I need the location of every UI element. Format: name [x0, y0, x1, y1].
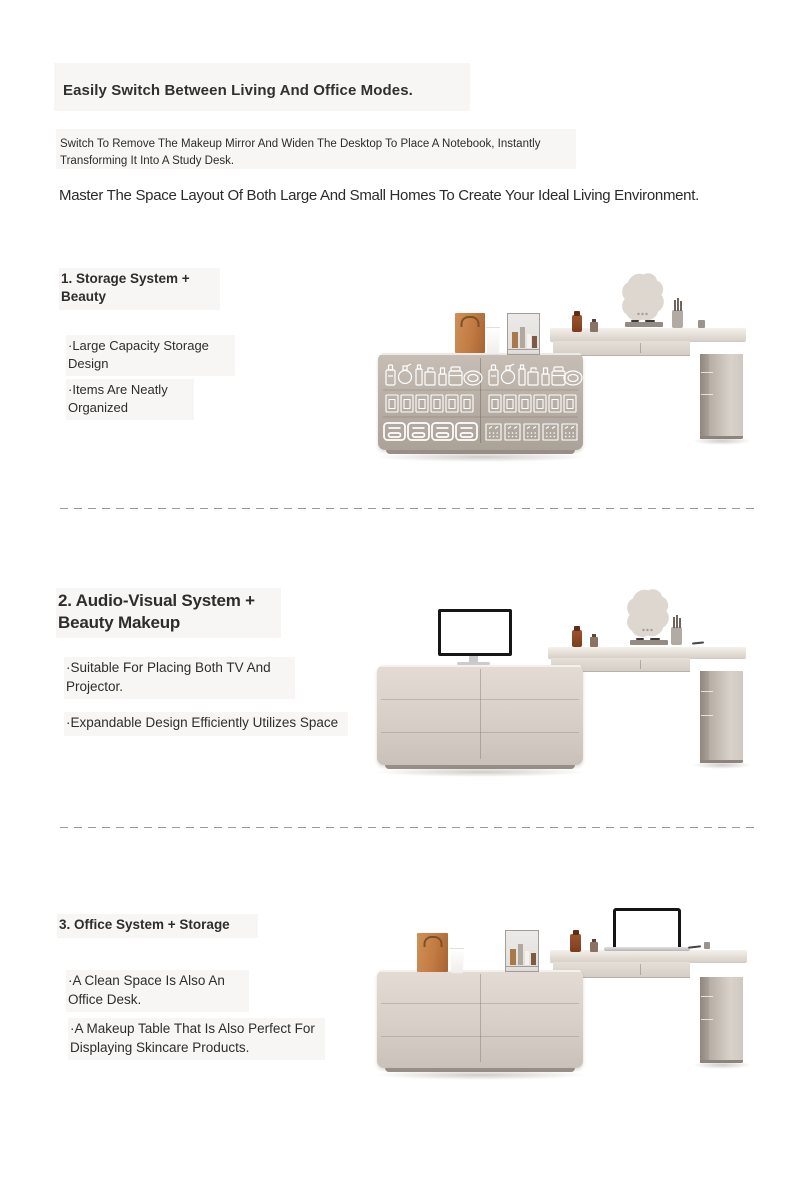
organizer-bottle — [531, 953, 536, 965]
small-perfume-bottle — [590, 942, 598, 952]
makeup-item — [636, 638, 644, 640]
organizer-bottle — [527, 334, 531, 348]
makeup-item — [631, 320, 639, 322]
laptop-base — [604, 947, 690, 951]
leg-inner-shelf — [700, 671, 709, 763]
storage-cabinet — [377, 970, 583, 1068]
leg-inner-shelf — [700, 977, 709, 1063]
cabinet-seam — [480, 974, 481, 1062]
eyeliner-pen — [692, 641, 704, 644]
scene-storage-beauty — [370, 262, 770, 462]
section-3-bullet-1 — [66, 970, 249, 1012]
scene-audio-visual-beauty — [370, 580, 770, 780]
white-cup — [484, 327, 502, 355]
section-3-heading — [57, 914, 258, 938]
bullet-line: Organized — [68, 399, 128, 415]
bullet-line: Projector. — [66, 678, 124, 694]
makeup-item — [645, 320, 655, 322]
amber-perfume-bottle — [570, 934, 581, 952]
section-1-heading-line-1: 1. Storage System + — [61, 271, 190, 286]
organizer-bottle — [532, 336, 537, 348]
organizer-bottle — [525, 951, 529, 965]
makeup-brush — [677, 298, 679, 311]
page-title: Easily Switch Between Living And Office Modes. — [63, 82, 413, 99]
desk-leg-panel — [700, 671, 743, 763]
drawer-seam — [640, 660, 641, 669]
bullet-line: Design — [68, 355, 109, 371]
bullet-line: ·Large Capacity Storage — [68, 338, 209, 353]
bullet-line: Office Desk. — [68, 991, 142, 1007]
shelf-line — [701, 715, 713, 716]
subtitle-line-1: Switch To Remove The Makeup Mirror And Widen The Desktop To Place A Notebook, Instantly — [60, 138, 541, 150]
section-1-heading-line-2: Beauty — [61, 288, 107, 304]
mirror-base-tray — [630, 640, 668, 645]
cabinet-seam — [381, 1036, 579, 1037]
shelf-line — [701, 1019, 713, 1020]
cloud-led-mirror — [622, 584, 674, 644]
brush-holder — [672, 310, 683, 328]
tv-monitor — [438, 609, 512, 656]
vanity-desk-top — [548, 647, 746, 658]
makeup-item — [650, 638, 660, 640]
tv-stand-base — [457, 662, 490, 665]
bag-handle — [461, 316, 480, 327]
leg-shadow — [692, 761, 752, 769]
shelf-line — [701, 394, 713, 395]
pen — [688, 945, 701, 948]
storage-cabinet-icon-front — [378, 353, 583, 450]
section-2-heading-line-1: 2. Audio-Visual System + — [58, 591, 255, 610]
leg-shadow — [692, 437, 752, 445]
cabinet-top-highlight — [379, 665, 581, 667]
section-3-bullet-2 — [68, 1018, 325, 1060]
page-tagline: Master The Space Layout Of Both Large And Small Homes To Create Your Ideal Living Environment. — [59, 187, 699, 204]
shopping-bag — [455, 313, 485, 353]
organizer-shelf — [506, 966, 538, 967]
makeup-brush — [679, 618, 681, 628]
shelf-line — [701, 691, 713, 692]
scene-office-storage — [370, 890, 770, 1085]
section-2-heading — [56, 588, 281, 638]
laptop-screen — [613, 908, 681, 951]
brush-holder — [671, 627, 682, 645]
organizer-bottle — [512, 332, 518, 348]
dashed-divider-1 — [60, 508, 757, 509]
mini-spray-bottle — [704, 942, 710, 949]
bullet-line: ·A Makeup Table That Is Also Perfect For — [70, 1021, 315, 1036]
amber-perfume-bottle — [572, 315, 582, 332]
section-1-bullet-2 — [66, 379, 194, 420]
organizer-bottle — [520, 327, 525, 348]
cabinet-shadow — [373, 1070, 588, 1080]
leg-inner-shelf — [700, 354, 709, 439]
small-perfume-bottle — [590, 322, 598, 332]
makeup-brush — [680, 301, 682, 311]
cabinet-cosmetics-icon-pattern — [378, 353, 583, 450]
cosmetic-organizer — [507, 313, 540, 355]
organizer-shelf — [508, 349, 539, 350]
cabinet-seam — [381, 699, 579, 700]
mirror-base-tray — [625, 322, 663, 327]
small-perfume-bottle — [590, 637, 598, 647]
section-2-heading-line-2: Beauty Makeup — [58, 612, 181, 632]
organizer-bottle — [510, 949, 516, 965]
section-3-heading-line-1: 3. Office System + Storage — [59, 917, 230, 932]
organizer-bottle — [518, 944, 523, 965]
cabinet-seam — [480, 669, 481, 759]
desk-leg-panel — [700, 354, 743, 439]
makeup-brush — [673, 617, 675, 628]
section-2-bullet-1 — [64, 657, 295, 699]
amber-perfume-bottle — [572, 630, 582, 647]
bullet-line: Displaying Skincare Products. — [70, 1039, 250, 1055]
cabinet-shadow — [374, 452, 589, 462]
bag-handle — [423, 936, 442, 947]
shelf-line — [701, 372, 713, 373]
drawer-seam — [640, 964, 641, 975]
dashed-divider-2 — [60, 827, 757, 828]
subtitle-line-2: Transforming It Into A Study Desk. — [60, 154, 235, 167]
tv-cabinet — [377, 665, 583, 765]
mini-spray-bottle — [698, 320, 705, 328]
cabinet-shadow — [373, 767, 588, 777]
bullet-line: ·A Clean Space Is Also An — [68, 973, 225, 988]
cloud-led-mirror — [617, 268, 669, 328]
section-2-bullet-2 — [64, 712, 348, 736]
shopping-bag — [417, 933, 448, 972]
makeup-brush — [676, 615, 678, 628]
cabinet-top-highlight — [379, 970, 581, 972]
drawer-seam — [640, 343, 641, 353]
shelf-line — [701, 996, 713, 997]
leg-shadow — [692, 1061, 752, 1069]
bullet-line: ·Expandable Design Efficiently Utilizes Space — [66, 715, 339, 730]
bullet-line: ·Items Are Neatly — [68, 382, 168, 397]
page-subtitle — [60, 136, 540, 169]
desk-leg-panel — [700, 977, 743, 1063]
makeup-brush — [674, 300, 676, 311]
cabinet-seam — [381, 1003, 579, 1004]
bullet-line: ·Suitable For Placing Both TV And — [66, 660, 271, 675]
section-1-heading — [59, 268, 220, 310]
cabinet-seam — [381, 732, 579, 733]
section-1-bullet-1 — [66, 335, 235, 376]
cosmetic-organizer — [505, 930, 539, 972]
cabinet-top-highlight — [380, 353, 581, 355]
